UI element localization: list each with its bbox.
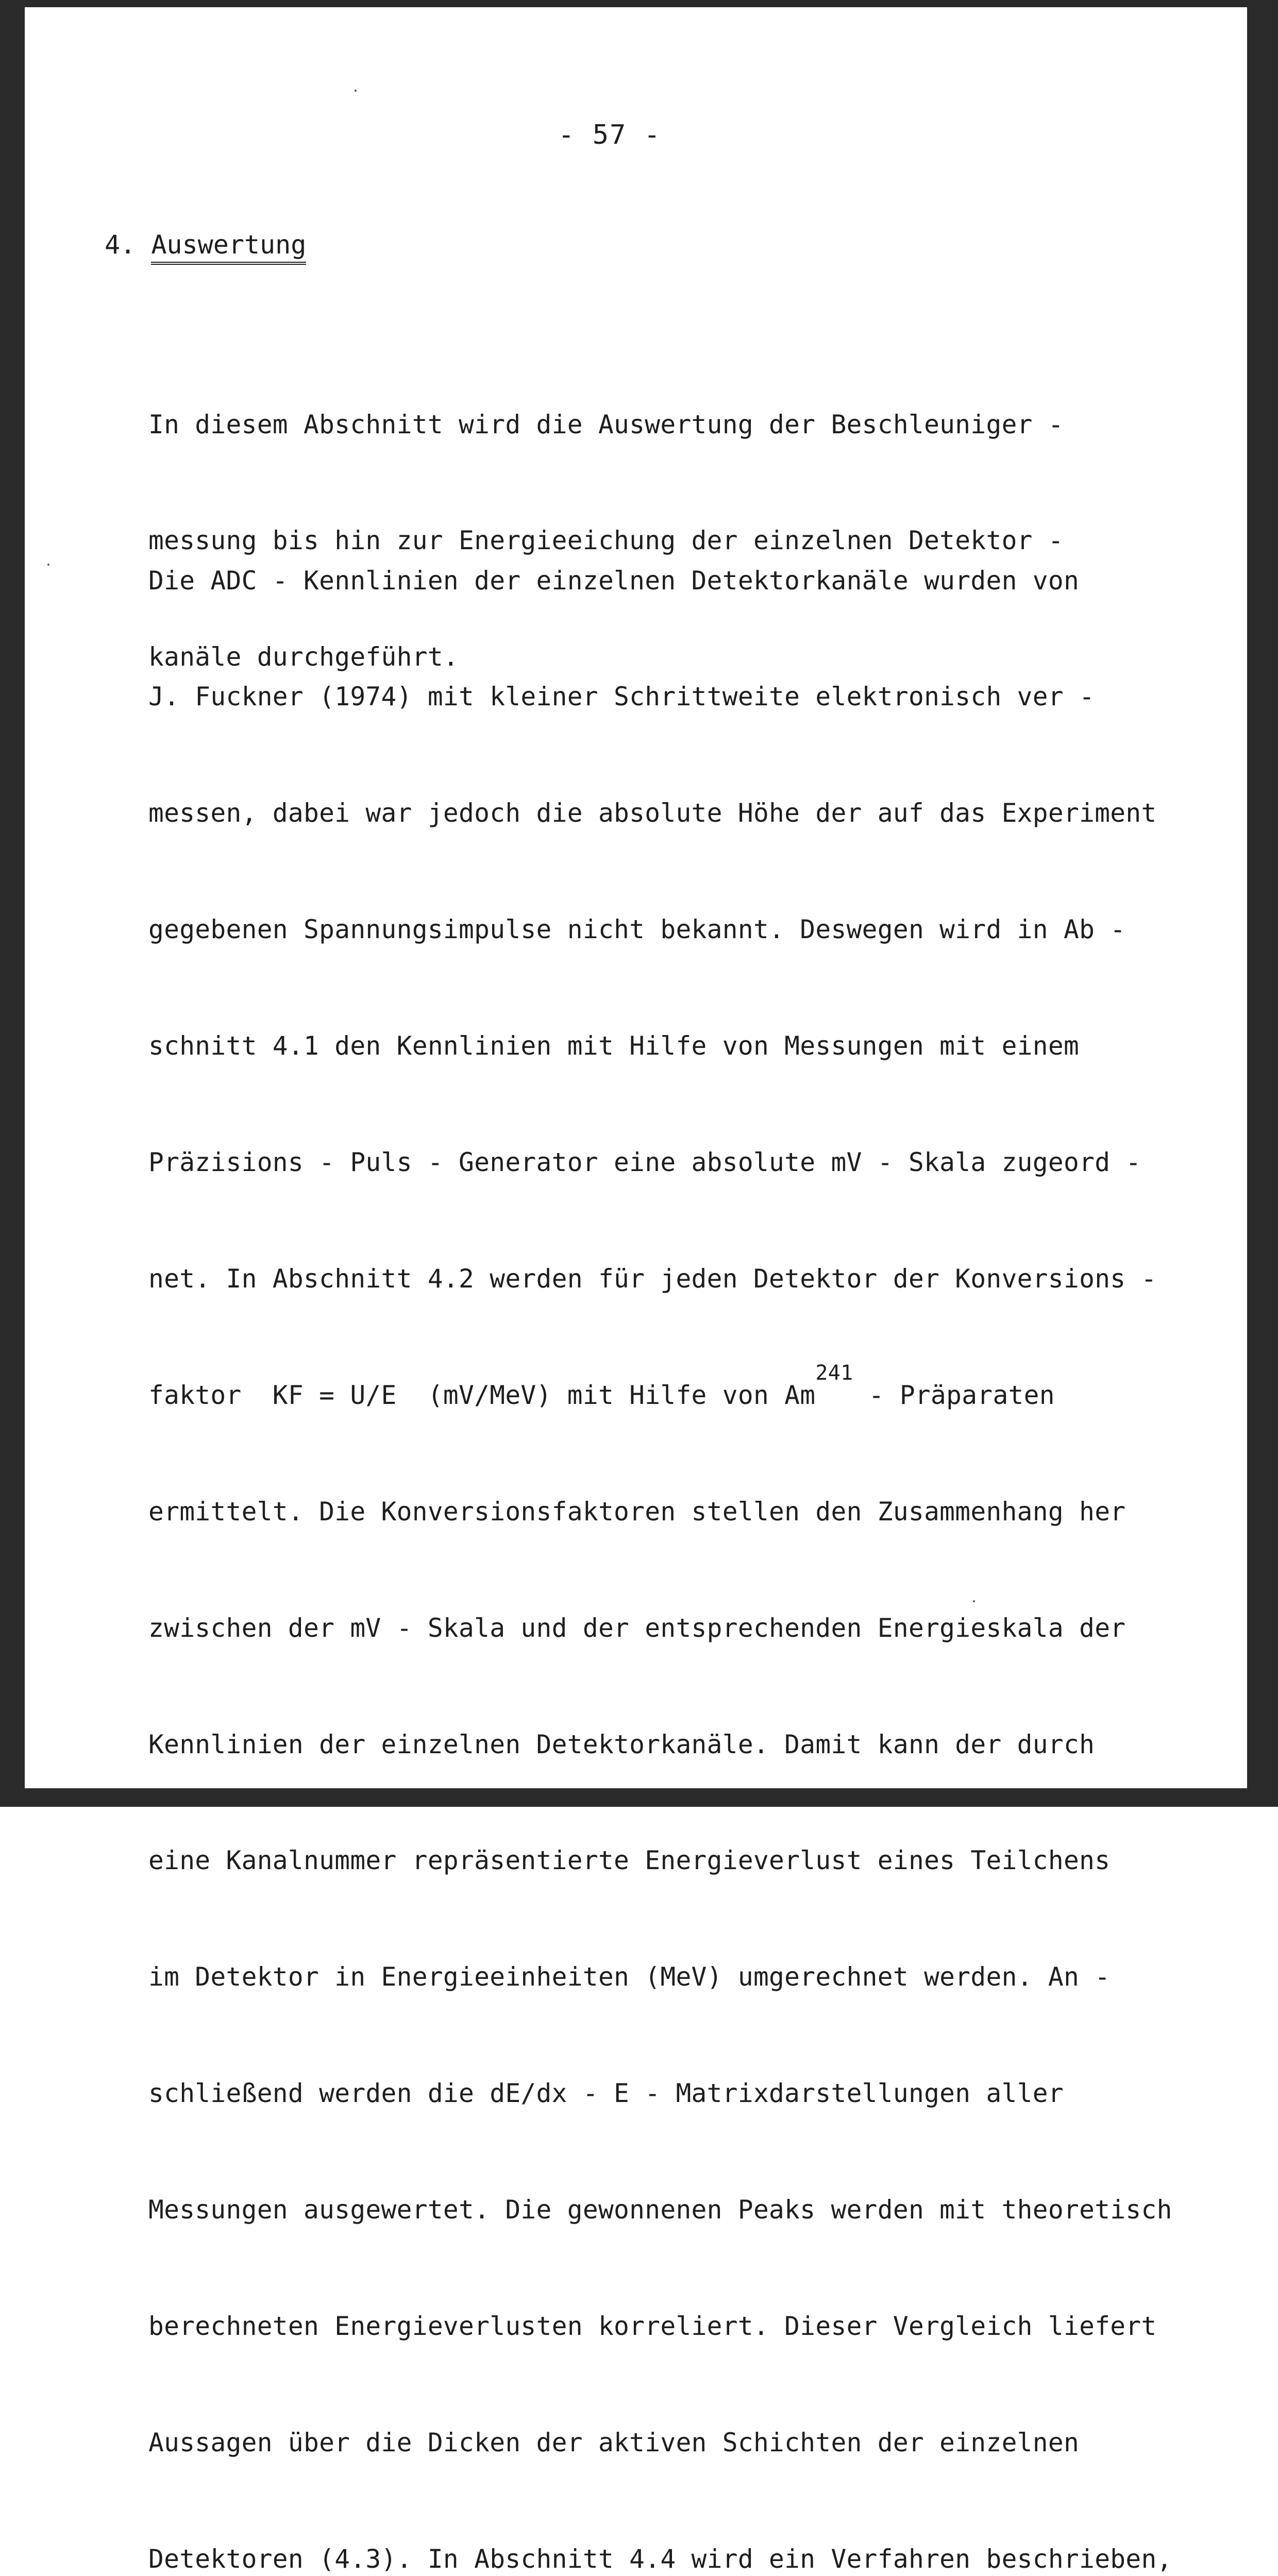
isotope-superscript: 241 [815,1361,853,1385]
paragraph-line: Messungen ausgewertet. Die gewonnenen Peaks werden mit theoretisch [148,2195,1172,2225]
section-title: Auswertung [151,230,306,265]
paragraph-line: Die ADC - Kennlinien der einzelnen Detektorkanäle wurden von [148,565,1080,596]
document-page [25,7,1247,2574]
body-paragraph [148,484,1172,2576]
scan-border-left [0,0,25,1807]
paragraph-line: messen, dabei war jedoch die absolute Höhe der auf das Experiment [148,798,1157,828]
paragraph-line: J. Fuckner (1974) mit kleiner Schrittweite elektronisch ver - [148,682,1095,712]
section-number: 4. [105,230,136,260]
paragraph-line: Kennlinien der einzelnen Detektorkanäle. Damit kann der durch [148,1729,1095,1759]
scan-border-right [1247,0,1278,1807]
paragraph-line: berechneten Energieverlusten korreliert. Dieser Vergleich liefert [148,2311,1157,2341]
section-heading [105,230,306,260]
scan-speck [355,90,357,92]
paragraph-line: Detektoren (4.3). In Abschnitt 4.4 wird ein Verfahren beschrieben, [148,2544,1172,2574]
paragraph-line: Aussagen über die Dicken der aktiven Schichten der einzelnen [148,2427,1080,2458]
scan-border-top [0,0,1278,7]
paragraph-line: net. In Abschnitt 4.2 werden für jeden Detektor der Konversions - [148,1263,1157,1294]
paragraph-line: gegebenen Spannungsimpulse nicht bekannt. Deswegen wird in Ab - [148,914,1126,945]
paragraph-line: messung bis hin zur Energieeichung der einzelnen Detektor - [148,526,1064,556]
scan-speck [973,1600,975,1602]
line-text-after: - Präparaten [853,1380,1055,1410]
paragraph-line-with-superscript [148,1361,1172,1415]
scan-speck [47,564,49,566]
paragraph-line: eine Kanalnummer repräsentierte Energieverlust eines Teilchens [148,1845,1111,1876]
paragraph-line: ermittelt. Die Konversionsfaktoren stellen den Zusammenhang her [148,1496,1126,1527]
paragraph-line: im Detektor in Energieeinheiten (MeV) umgerechnet werden. An - [148,1962,1111,1992]
paragraph-line: In diesem Abschnitt wird die Auswertung der Beschleuniger - [148,409,1064,439]
paragraph-line: schnitt 4.1 den Kennlinien mit Hilfe von Messungen mit einem [148,1031,1080,1061]
paragraph-line: zwischen der mV - Skala und der entsprechenden Energieskala der [148,1613,1126,1643]
paragraph-line: schließend werden die dE/dx - E - Matrixdarstellungen aller [148,2078,1064,2109]
page-number: - 57 - [558,120,661,150]
line-text-before: faktor KF = U/E (mV/MeV) mit Hilfe von Am [148,1380,816,1410]
paragraph-line: Präzisions - Puls - Generator eine absolute mV - Skala zugeord - [148,1147,1141,1178]
paragraph-line: kanäle durchgeführt. [148,642,459,672]
